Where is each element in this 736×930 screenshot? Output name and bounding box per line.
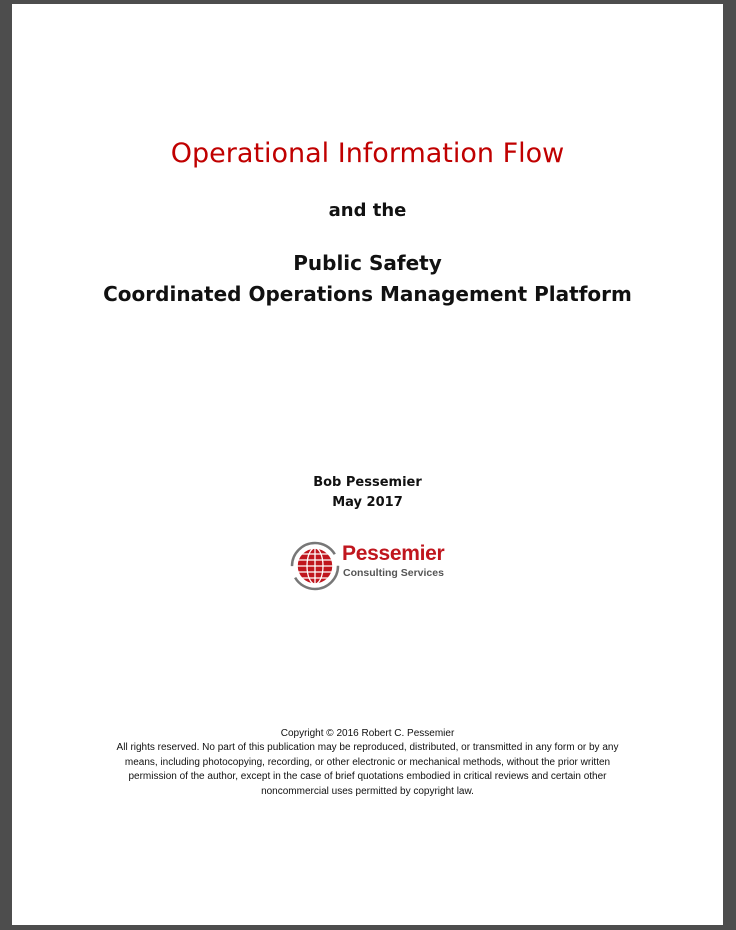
subtitle-line-2: Coordinated Operations Management Platform	[103, 282, 632, 306]
globe-logo-icon	[290, 540, 342, 592]
company-logo	[290, 540, 450, 592]
document-title: Operational Information Flow	[170, 138, 565, 169]
logo-company-name: Pessemier	[342, 542, 445, 565]
document-page	[12, 4, 723, 925]
legal-notice: All rights reserved. No part of this publication may be reproduced, distributed, or transmitted in any form or by any means, including photocopying, recording, or other electronic or mechanical methods, without the prior written permission of the author, except in the case of brief quotations embodied in critical reviews and certain other noncommercial uses permitted by copyright law.	[116, 742, 619, 797]
subtitle-line-1: Public Safety	[293, 251, 442, 275]
publication-date: May 2017	[332, 495, 403, 510]
author-name: Bob Pessemier	[313, 475, 422, 490]
title-connector: and the	[328, 200, 407, 221]
logo-tagline: Consulting Services	[343, 567, 444, 579]
copyright-line: Copyright © 2016 Robert C. Pessemier	[280, 728, 455, 739]
